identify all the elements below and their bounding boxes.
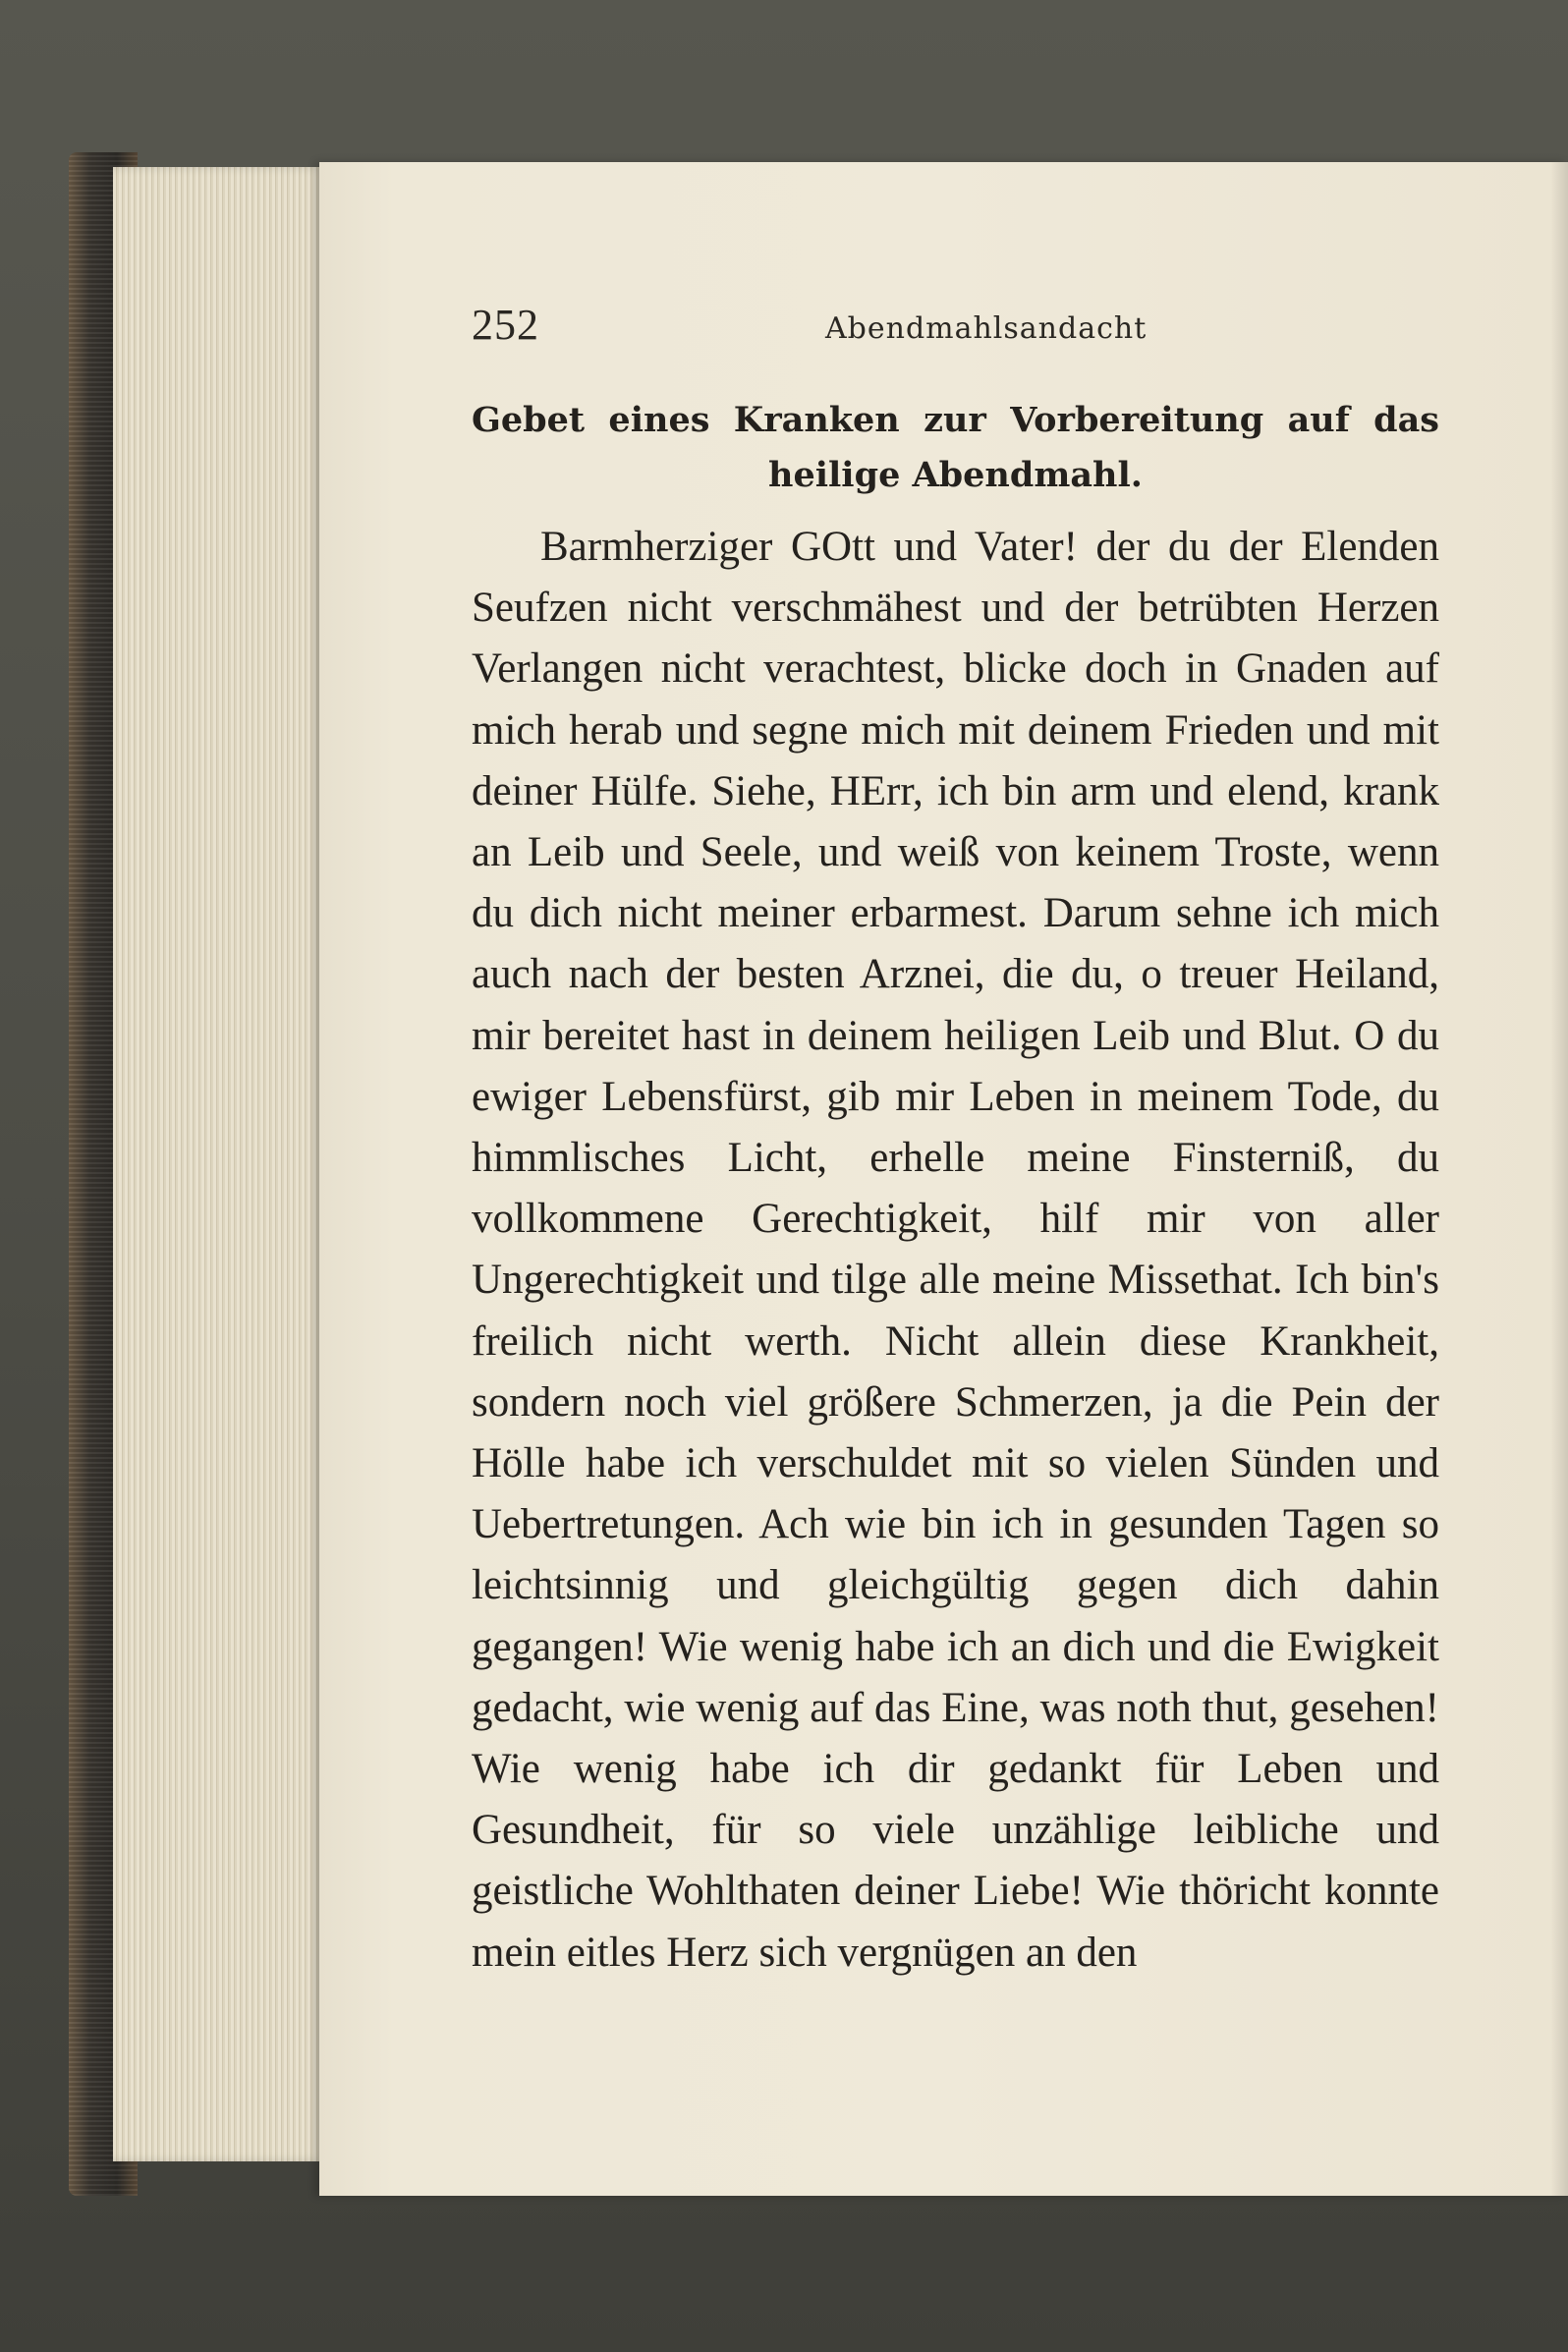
page-number: 252 bbox=[472, 301, 539, 349]
page-edges-stack bbox=[113, 167, 324, 2161]
prayer-title: Gebet eines Kranken zur Vorbereitung auf das heilige Abendmahl. bbox=[472, 400, 1439, 495]
prayer-section bbox=[472, 393, 1439, 1984]
prayer-body: Barmherziger GOtt und Vater! der du der Elenden Seufzen nicht verschmähest und der betrübten Herzen Verlangen nicht verachtest, blicke doch in Gnaden auf mich herab und segne mich mit deinem Frieden und mit deiner Hülfe. Siehe, HErr, ich bin arm und elend, krank an Leib und Seele, und weiß von keinem Troste, wenn du dich nicht meiner erbarmest. Darum sehne ich mich auch nach der besten Arznei, die du, o treuer Heiland, mir bereitet hast in deinem heiligen Leib und Blut. O du ewiger Lebensfürst, gib mir Leben in meinem Tode, du himmlisches Licht, erhelle meine Finsterniß, du vollkommene Gerechtigkeit, hilf mir von aller Ungerechtigkeit und tilge alle meine Missethat. Ich bin's freilich nicht werth. Nicht allein diese Krankheit, sondern noch viel größere Schmerzen, ja die Pein der Hölle habe ich verschuldet mit so vielen Sünden und Uebertretungen. Ach wie bin ich in gesunden Tagen so leichtsinnig und gleichgültig gegen dich dahin gegangen! Wie wenig habe ich an dich und die Ewigkeit gedacht, wie wenig auf das Eine, was noth thut, gesehen! Wie wenig habe ich dir gedankt für Leben und Gesundheit, für so viele unzählige leibliche und geistliche Wohlthaten deiner Liebe! Wie thöricht konnte mein eitles Herz sich vergnügen an den bbox=[472, 524, 1439, 1976]
running-head: Abendmahlsandacht bbox=[825, 311, 1148, 346]
next-page-edge bbox=[1550, 162, 1568, 2196]
page-header bbox=[472, 300, 1434, 359]
